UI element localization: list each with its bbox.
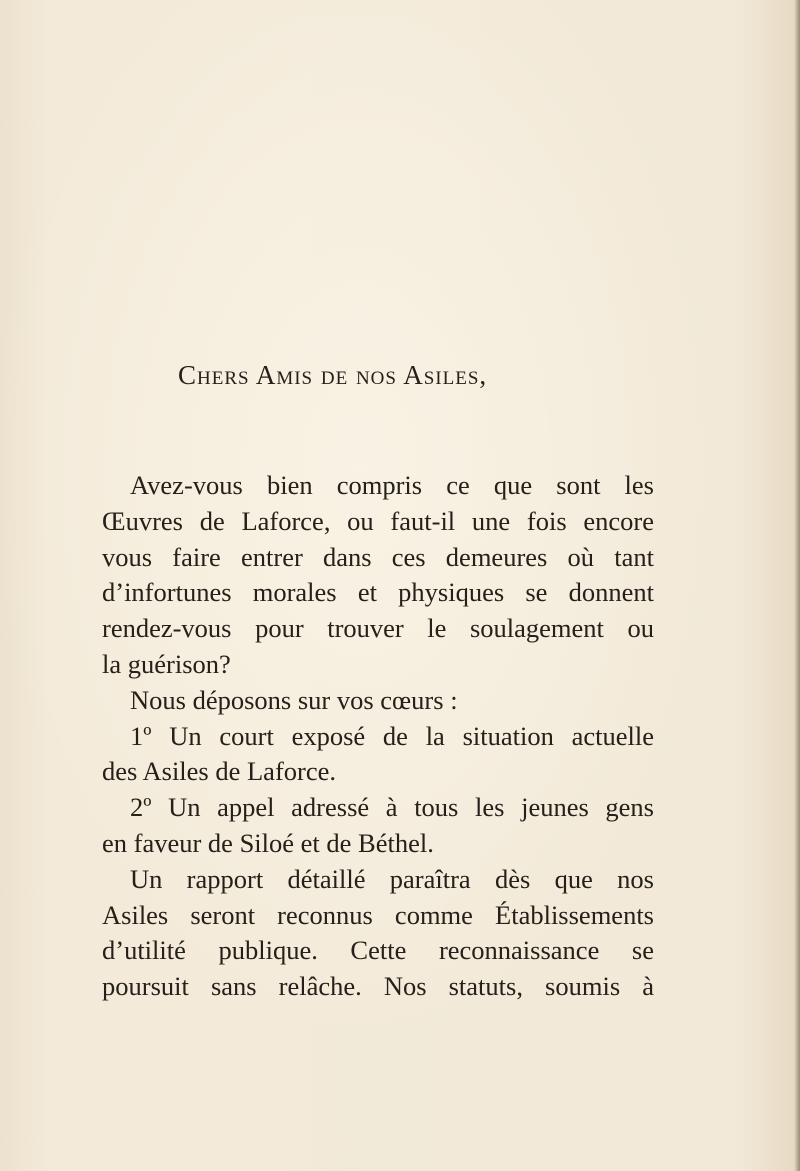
text-line: en faveur de Siloé et de Béthel. <box>102 827 434 858</box>
text-line: Nous déposons sur vos cœurs : <box>130 684 458 715</box>
text-line: vous faire entrer dans ces demeures où tant <box>102 541 654 572</box>
salutation-heading: Chers Amis de nos Asiles, <box>178 360 488 390</box>
text-line: rendez-vous pour trouver le soulagement ou <box>102 613 654 644</box>
text-line: d’utilité publique. Cette reconnaissance se <box>102 935 654 966</box>
text-line: Œuvres de Laforce, ou faut-il une fois encore <box>102 505 654 536</box>
text-line: d’infortunes morales et physiques se donnent <box>102 577 654 608</box>
body-text <box>102 468 654 1005</box>
page-edge-shadow <box>794 0 800 1171</box>
text-line: Asiles seront reconnus comme Établissements <box>102 899 654 930</box>
text-line: 2º Un appel adressé à tous les jeunes gens <box>130 792 654 823</box>
text-line: 1º Un court exposé de la situation actuelle <box>130 720 654 751</box>
text-line: Avez-vous bien compris ce que sont les <box>130 470 654 500</box>
text-line: Un rapport détaillé paraîtra dès que nos <box>130 863 654 894</box>
text-line: poursuit sans relâche. Nos statuts, soumis à <box>102 971 654 1002</box>
text-line: la guérison? <box>102 648 231 679</box>
show-through-texture <box>90 60 790 490</box>
text-line: des Asiles de Laforce. <box>102 756 336 787</box>
